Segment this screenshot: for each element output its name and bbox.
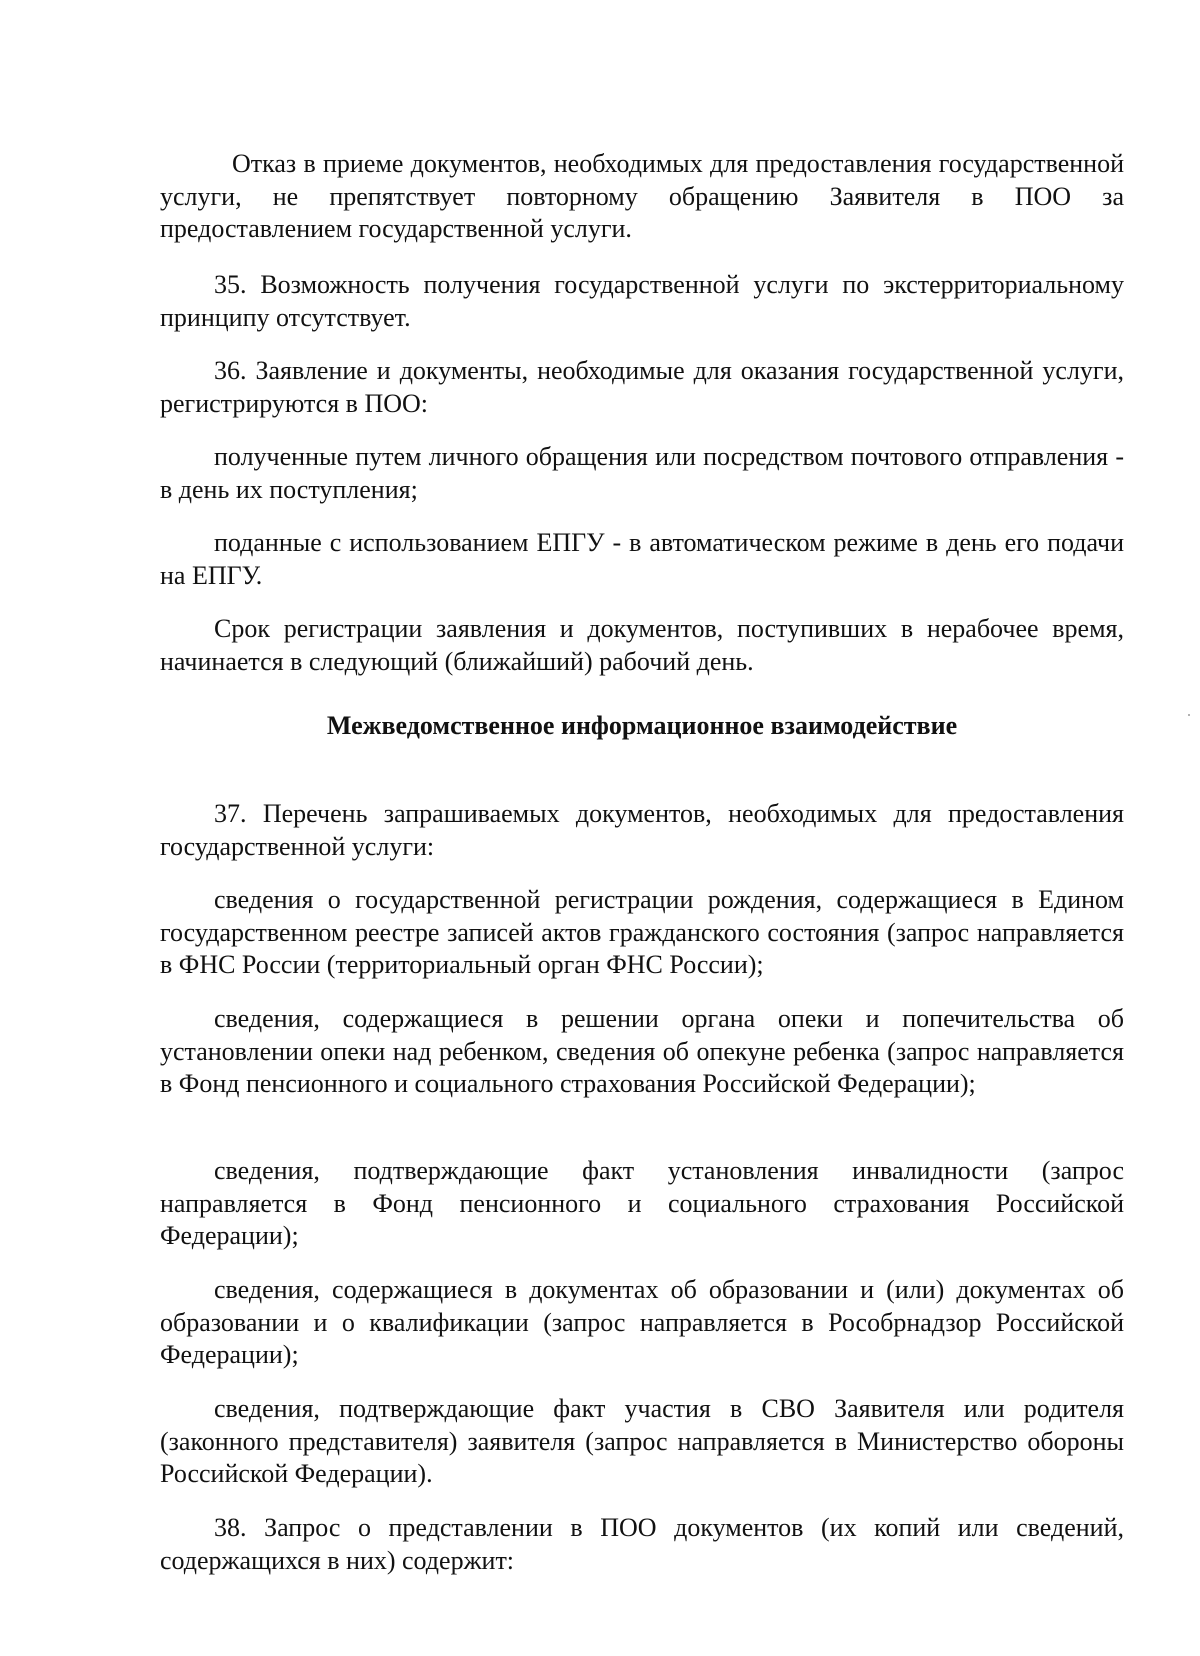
- paragraph-item-36-registration-deadline: Срок регистрации заявления и документов, поступивших в нерабочее время, начинается в следующий (ближайший) рабочий день.: [160, 614, 1124, 676]
- paragraph-item-36-personal-submission: полученные путем личного обращения или посредством почтового отправления - в день их поступления;: [160, 442, 1124, 504]
- paragraph-item-36-epgu-submission: поданные с использованием ЕПГУ - в автоматическом режиме в день его подачи на ЕПГУ.: [160, 528, 1124, 590]
- paragraph-item-36: 36. Заявление и документы, необходимые для оказания государственной услуги, регистрируются в ПОО:: [160, 356, 1124, 418]
- paragraph-item-37: 37. Перечень запрашиваемых документов, необходимых для предоставления государственной услуги:: [160, 799, 1124, 861]
- paragraph-item-35: 35. Возможность получения государственной услуги по экстерриториальному принципу отсутствует.: [160, 270, 1124, 332]
- paragraph-item-37-disability: сведения, подтверждающие факт установления инвалидности (запрос направляется в Фонд пенсионного и социального страхования Российской Федерации);: [160, 1156, 1124, 1250]
- scan-speck: [1188, 714, 1190, 716]
- paragraph-refusal: Отказ в приеме документов, необходимых для предоставления государственной услуги, не препятствует повторному обращению Заявителя в ПОО за предоставлением государственной услуги.: [160, 149, 1124, 243]
- paragraph-item-37-birth-registration: сведения о государственной регистрации рождения, содержащиеся в Едином государственном реестре записей актов гражданского состояния (запрос направляется в ФНС России (территориальный орган ФНС России);: [160, 885, 1124, 979]
- paragraph-item-37-education: сведения, содержащиеся в документах об образовании и (или) документах об образовании и о квалификации (запрос направляется в Рособрнадзор Российской Федерации);: [160, 1275, 1124, 1369]
- paragraph-item-37-guardianship: сведения, содержащиеся в решении органа опеки и попечительства об установлении опеки над ребенком, сведения об опекуне ребенка (запрос направляется в Фонд пенсионного и социального страхования Российской Федерации);: [160, 1004, 1124, 1098]
- section-heading-interagency: Межведомственное информационное взаимодействие: [326, 711, 958, 740]
- paragraph-item-37-svo-participation: сведения, подтверждающие факт участия в СВО Заявителя или родителя (законного представителя) заявителя (запрос направляется в Министерство обороны Российской Федерации).: [160, 1394, 1124, 1488]
- paragraph-item-38: 38. Запрос о представлении в ПОО документов (их копий или сведений, содержащихся в них) содержит:: [160, 1513, 1124, 1575]
